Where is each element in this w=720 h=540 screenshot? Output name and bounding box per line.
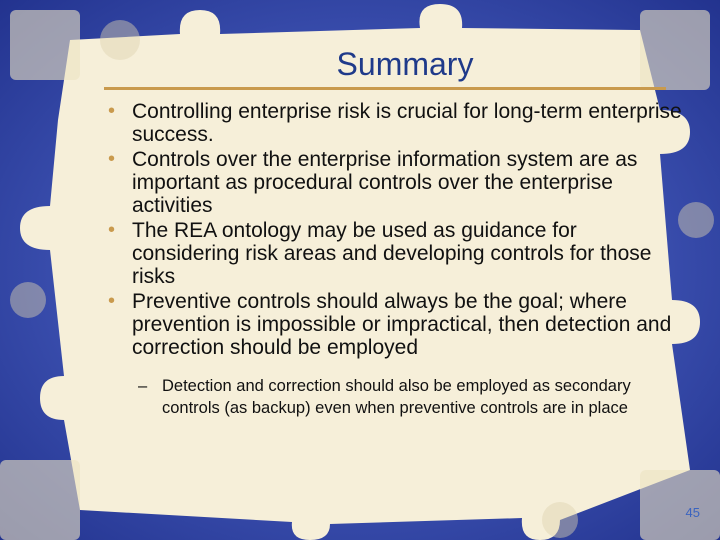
dash-icon: – (138, 377, 148, 395)
bullet-text: The REA ontology may be used as guidance for considering risk areas and developing controls for those risks (132, 219, 652, 288)
bullet-item (108, 100, 688, 146)
bullet-text: Controlling enterprise risk is crucial for long-term enterprise success. (132, 100, 682, 146)
bullet-icon: • (108, 100, 116, 122)
sub-bullet-item (108, 375, 682, 419)
slide-title: Summary (336, 46, 474, 82)
bullet-list (108, 100, 688, 419)
bullet-icon: • (108, 219, 116, 241)
bullet-text: Preventive controls should always be the goal; where prevention is impossible or impractical, then detection and correction should be employed (132, 290, 672, 359)
bullet-item (108, 290, 688, 359)
bullet-item (108, 219, 688, 288)
bullet-text: Controls over the enterprise information system are as important as procedural controls over the enterprise activities (132, 148, 638, 217)
bullet-icon: • (108, 148, 116, 170)
bullet-item (108, 148, 688, 217)
title-divider (104, 87, 666, 90)
page-number: 45 (685, 505, 700, 520)
bullet-icon: • (108, 290, 116, 312)
sub-bullet-text: Detection and correction should also be employed as secondary controls (as backup) even when preventive controls are in place (162, 377, 631, 417)
